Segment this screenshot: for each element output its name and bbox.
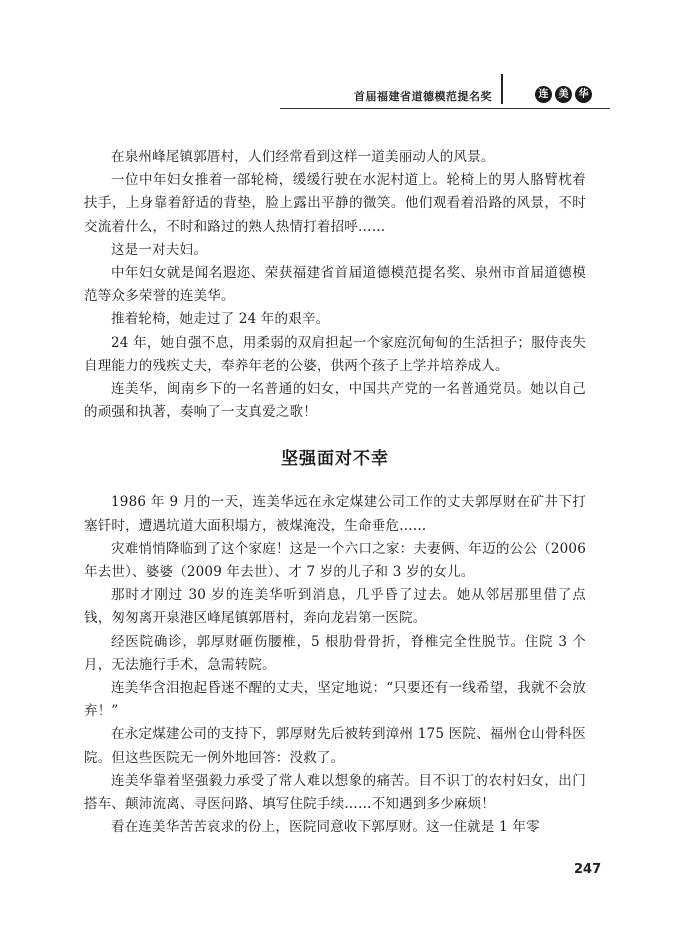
intro-paragraph: 推着轮椅，她走过了 24 年的艰辛。	[111, 311, 330, 328]
name-seal-char-2: 美	[555, 86, 572, 103]
page-number: 247	[574, 862, 602, 877]
intro-paragraph: 中年妇女就是闻名遐迩、荣获福建省首届道德模范提名奖、泉州市首届道德模范等众多荣誉的连美华。	[84, 265, 586, 305]
section-paragraph: 1986 年 9 月的一天，连美华远在永定煤建公司工作的丈夫郭厚财在矿井下打塞钎时，遭遇坑道大面积塌方，被煤淹没，生命垂危……	[84, 494, 586, 534]
section-paragraph: 连美华靠着坚强毅力承受了常人难以想象的痛苦。目不识丁的农村妇女，出门搭车、颠沛流离、寻医问路、填写住院手续……不知遇到多少麻烦！	[84, 772, 586, 813]
section-paragraph: 经医院确诊，郭厚财砸伤腰椎，5 根肋骨骨折，脊椎完全性脱节。住院 3 个月，无法施行手术，急需转院。	[84, 633, 586, 673]
running-header	[280, 84, 610, 114]
section-paragraph: 在永定煤建公司的支持下，郭厚财先后被转到漳州 175 医院、福州仓山骨科医院。但这些医院无一例外地回答：没救了。	[84, 726, 586, 766]
section-paragraph: 看在连美华苦苦哀求的份上，医院同意收下郭厚财。这一住就是 1 年零	[111, 819, 540, 836]
intro-paragraph: 这是一对夫妇。	[111, 241, 207, 258]
intro-paragraph: 24 年，她自强不息，用柔弱的双肩担起一个家庭沉甸甸的生活担子；服侍丧失自理能力的残疾丈夫，奉养年老的公婆，供两个孩子上学并培养成人。	[84, 334, 586, 374]
header-divider	[501, 74, 503, 104]
intro-paragraph: 在泉州峰尾镇郭厝村，人们经常看到这样一道美丽动人的风景。	[111, 149, 495, 165]
section-paragraph: 灾难悄悄降临到了这个家庭！这是一个六口之家：夫妻俩、年迈的公公（2006 年去世）、婆婆（2009 年去世）、才 7 岁的儿子和 3 岁的女儿。	[84, 540, 586, 581]
section-paragraph: 那时才刚过 30 岁的连美华听到消息，几乎昏了过去。她从邻居那里借了点钱，匆匆离开泉港区峰尾镇郭厝村，奔向龙岩第一医院。	[84, 587, 586, 627]
name-seal	[535, 86, 592, 103]
name-seal-char-3: 华	[575, 86, 592, 103]
header-rule	[280, 108, 610, 109]
intro-paragraph: 一位中年妇女推着一部轮椅，缓缓行驶在水泥村道上。轮椅上的男人胳臂枕着扶手，上身靠着舒适的背垫，脸上露出平静的微笑。他们观看着沿路的风景，不时交流着什么，不时和路过的熟人热情打着招呼……	[84, 172, 586, 235]
section-heading: 坚强面对不幸	[281, 449, 389, 470]
name-seal-char-1: 连	[535, 86, 552, 103]
section-paragraph: 连美华含泪抱起昏迷不醒的丈夫，坚定地说：“只要还有一线希望，我就不会放弃！”	[84, 680, 586, 720]
running-header-title: 首届福建省道德模范提名奖	[354, 90, 492, 103]
intro-paragraph: 连美华，闽南乡下的一名普通的妇女，中国共产党的一名普通党员。她以自己的顽强和执著，奏响了一支真爱之歌！	[84, 381, 586, 421]
page-body	[84, 146, 586, 839]
